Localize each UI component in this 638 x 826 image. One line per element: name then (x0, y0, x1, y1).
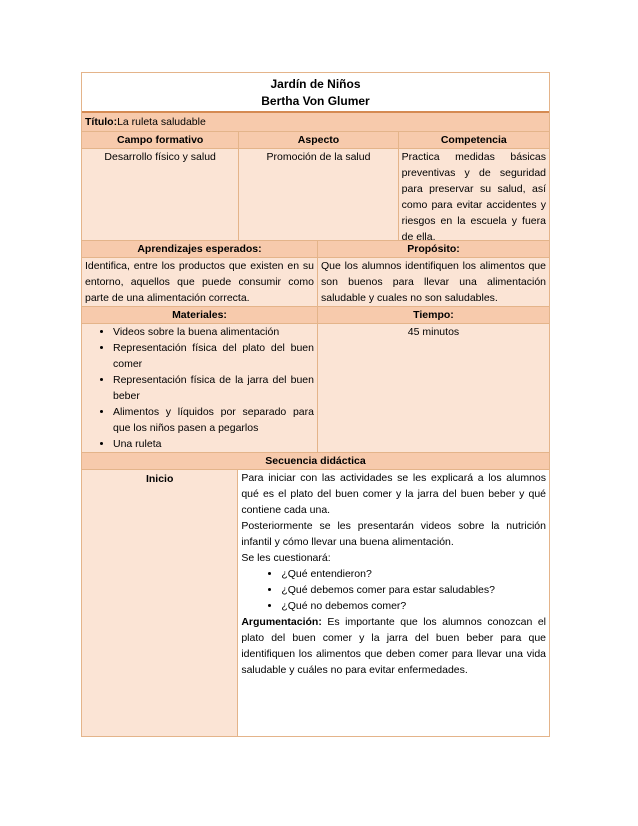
secuencia-content-row (82, 469, 549, 736)
pregunta-item: • ¿Qué debemos comer para estar saludables? (281, 582, 546, 598)
aspecto-header: Aspecto (238, 132, 397, 148)
table2-header-row (82, 240, 549, 257)
material-item: • Representación física de la jarra del buen beber (113, 372, 314, 404)
lesson-plan-document (81, 72, 550, 737)
school-proper-name: Bertha Von Glumer (261, 94, 370, 108)
campo-header: Campo formativo (116, 134, 204, 146)
table1-content-row (82, 148, 549, 243)
school-name: Jardín de Niños (270, 77, 361, 91)
inicio-label-cell (82, 470, 237, 736)
competencia-value: Practica medidas básicas preventivas y de seguridad para preservar su salud, así como para evitar accidentes y riesgos en la escuela y fuera de ella. (398, 149, 549, 240)
tiempo-header: Tiempo: (317, 307, 549, 323)
title-row (82, 113, 549, 131)
materiales-list (85, 324, 314, 452)
table3-header-row (82, 306, 549, 323)
secuencia-header-row (82, 452, 549, 469)
proposito-header: Propósito: (317, 241, 549, 257)
material-item: • Una ruleta (113, 436, 314, 452)
material-item: • Videos sobre la buena alimentación (113, 324, 314, 340)
table2-content-row (82, 257, 549, 306)
secuencia-header: Secuencia didáctica (265, 455, 366, 467)
material-item: • Alimentos y líquidos por separado para que los niños pasen a pegarlos (113, 404, 314, 436)
table1-header-row (82, 131, 549, 148)
materiales-list-cell (82, 324, 317, 452)
title-value: La ruleta saludable (117, 116, 206, 128)
aspecto-value: Promoción de la salud (238, 149, 397, 240)
inicio-paragraph-1: Para iniciar con las actividades se les explicará a los alumnos qué es el plato del buen comer y la jarra del buen beber y qué contiene cada una. (241, 472, 546, 516)
title-label: Título: (85, 116, 118, 128)
argumentacion-label: Argumentación: (241, 616, 322, 628)
material-item: • Representación física del plato del buen comer (113, 340, 314, 372)
campo-value: Desarrollo físico y salud (104, 151, 216, 163)
aprendizajes-header: Aprendizajes esperados: (137, 243, 262, 255)
tiempo-value: 45 minutos (317, 324, 549, 452)
pregunta-item: • ¿Qué entendieron? (281, 566, 546, 582)
inicio-paragraph-2: Posteriormente se les presentarán videos sobre la nutrición infantil y cómo llevar una buena alimentación. (241, 520, 546, 548)
argumentacion-text: Es importante que los alumnos conozcan el plato del buen comer y la jarra del buen beber para que identifiquen los alimentos que deben comer para llevar una vida saludable y cuáles no para evitar enfermedades. (241, 616, 546, 676)
inicio-content (237, 470, 549, 736)
inicio-label: Inicio (145, 473, 174, 485)
pregunta-item: • ¿Qué no debemos comer? (281, 598, 546, 614)
aprendizajes-value: Identifica, entre los productos que existen en su entorno, aquellos que puede consumir como parte de una alimentación correcta. (85, 260, 314, 304)
preguntas-list (241, 566, 546, 614)
argumentacion-paragraph (241, 614, 546, 678)
materiales-header: Materiales: (172, 309, 227, 321)
competencia-header: Competencia (398, 132, 549, 148)
inicio-paragraph-3: Se les cuestionará: (241, 552, 331, 564)
table3-content-row (82, 323, 549, 452)
document-header (82, 73, 549, 113)
proposito-value: Que los alumnos identifiquen los alimentos que son buenos para llevar una alimentación saludable y cuales no son saludables. (317, 258, 549, 306)
